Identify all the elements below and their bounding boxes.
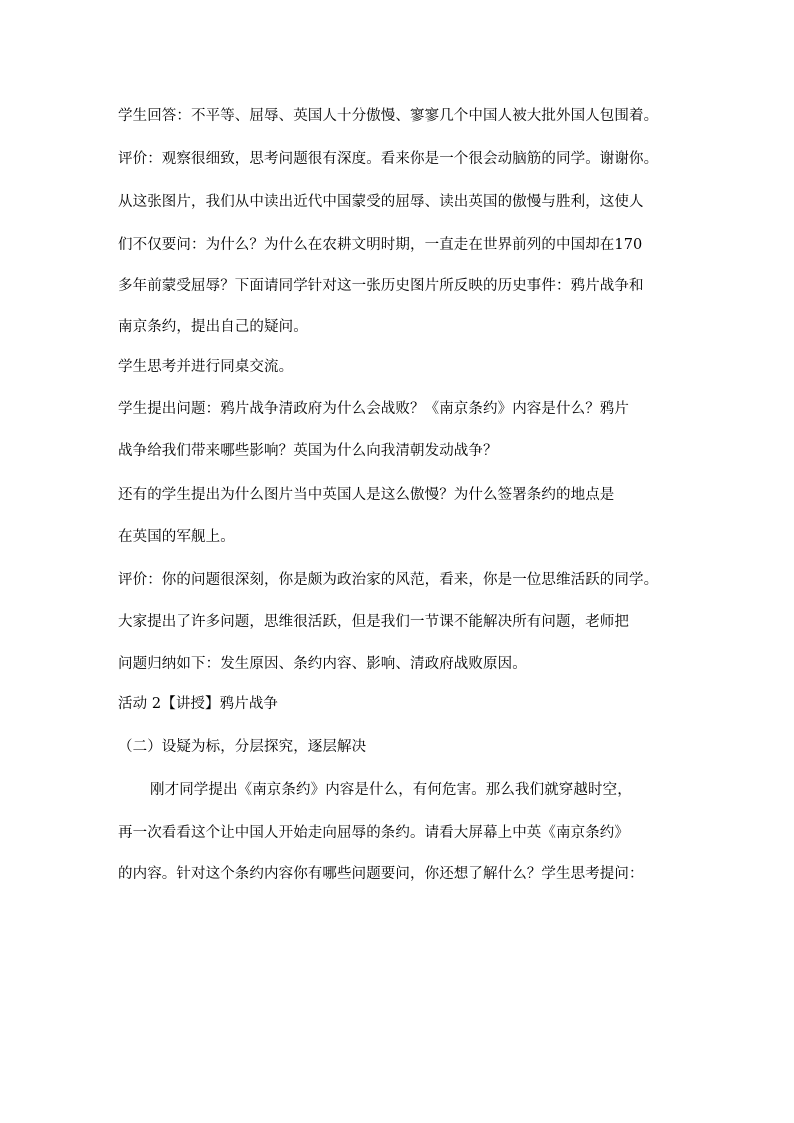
paragraph-line: 学生提出问题：鸦片战争清政府为什么会战败？《南京条约》内容是什么？鸦片 [118,401,629,417]
paragraph-line: 在英国的军舰上。 [118,529,235,545]
paragraph-line: 刚才同学提出《南京条约》内容是什么，有何危害。那么我们就穿越时空， [150,782,632,798]
paragraph-line: 南京条约，提出自己的疑问。 [118,319,308,335]
paragraph-line: 问题归纳如下：发生原因、条约内容、影响、清政府战败原因。 [118,656,527,672]
paragraph-line: 评价：观察很细致，思考问题很有深度。看来你是一个很会动脑筋的同学。谢谢你。 [118,151,659,167]
paragraph-line: 大家提出了许多问题，思维很活跃，但是我们一节课不能解决所有问题，老师把 [118,614,629,630]
paragraph-line: 学生回答：不平等、屈辱、英国人十分傲慢、寥寥几个中国人被大批外国人包围着。 [118,108,659,124]
paragraph-line: 的内容。针对这个条约内容你有哪些问题要问，你还想了解什么？学生思考提问： [118,866,644,882]
paragraph-line: 战争给我们带来哪些影响？英国为什么向我清朝发动战争？ [118,443,498,459]
paragraph-line: 还有的学生提出为什么图片当中英国人是这么傲慢？为什么签署条约的地点是 [118,487,615,503]
paragraph-line: 多年前蒙受屈辱？下面请同学针对这一张历史图片所反映的历史事件：鸦片战争和 [118,278,644,294]
subsection-heading: （二）设疑为标，分层探究，逐层解决 [118,739,367,755]
paragraph-line: 评价：你的问题很深刻，你是颇为政治家的风范，看来，你是一位思维活跃的同学。 [118,572,659,588]
section-heading: 活动 2【讲授】鸦片战争 [118,696,279,712]
paragraph-line: 从这张图片，我们从中读出近代中国蒙受的屈辱、读出英国的傲慢与胜利，这使人 [118,194,644,210]
paragraph-line: 再一次看看这个让中国人开始走向屈辱的条约。请看大屏幕上中英《南京条约》 [118,825,629,841]
paragraph-line: 学生思考并进行同桌交流。 [118,359,294,375]
paragraph-line: 们不仅要问：为什么？为什么在农耕文明时期，一直走在世界前列的中国却在170 [118,237,643,253]
